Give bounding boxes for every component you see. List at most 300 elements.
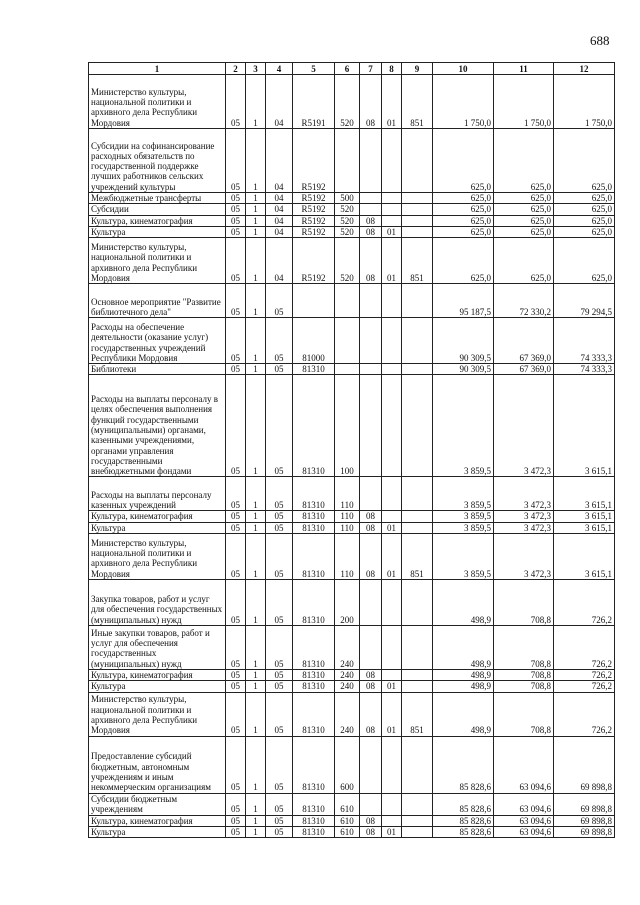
amount-cell: 3 615,1 [554, 375, 615, 477]
code-cell [335, 318, 360, 364]
row-name: Расходы на обеспечение деятельности (оказание услуг) государственных учреждений Республики Мордовия [89, 318, 226, 364]
code-cell: 81310 [293, 681, 335, 692]
amount-cell: 69 898,8 [554, 815, 615, 826]
code-cell: 520 [335, 204, 360, 215]
code-cell: 08 [360, 534, 382, 580]
code-cell: 08 [360, 522, 382, 533]
amount-cell: 498,9 [433, 580, 494, 626]
code-cell [382, 477, 402, 511]
table-body [89, 75, 615, 838]
code-cell: 851 [402, 75, 433, 129]
code-cell [382, 736, 402, 793]
amount-cell: 726,2 [554, 692, 615, 736]
header-cell: 7 [360, 63, 382, 75]
code-cell: 1 [246, 736, 266, 793]
amount-cell: 625,0 [433, 215, 494, 226]
code-cell [335, 129, 360, 193]
code-cell: 08 [360, 215, 382, 226]
code-cell: 05 [266, 670, 293, 681]
amount-cell: 95 187,5 [433, 284, 494, 318]
code-cell: 05 [266, 626, 293, 670]
amount-cell: 3 859,5 [433, 375, 494, 477]
code-cell: R5191 [293, 75, 335, 129]
code-cell [382, 204, 402, 215]
table-row [89, 793, 615, 815]
row-name: Основное мероприятие "Развитие библиотечного дела" [89, 284, 226, 318]
row-name: Расходы на выплаты персоналу казенных учреждений [89, 477, 226, 511]
code-cell: 851 [402, 238, 433, 284]
code-cell: 05 [266, 580, 293, 626]
amount-cell: 3 859,5 [433, 477, 494, 511]
code-cell [382, 129, 402, 193]
code-cell: 1 [246, 75, 266, 129]
code-cell: 01 [382, 826, 402, 837]
code-cell: 200 [335, 580, 360, 626]
code-cell [382, 670, 402, 681]
code-cell: R5192 [293, 215, 335, 226]
code-cell: 01 [382, 681, 402, 692]
table-row [89, 75, 615, 129]
code-cell [402, 364, 433, 375]
code-cell: 110 [335, 522, 360, 533]
code-cell: 05 [226, 364, 246, 375]
code-cell [382, 626, 402, 670]
table-row [89, 626, 615, 670]
code-cell: 05 [266, 736, 293, 793]
code-cell: 05 [266, 511, 293, 522]
code-cell [335, 284, 360, 318]
code-cell [382, 215, 402, 226]
row-name: Культура, кинематография [89, 670, 226, 681]
amount-cell: 625,0 [554, 238, 615, 284]
table-row [89, 692, 615, 736]
code-cell: R5192 [293, 129, 335, 193]
amount-cell: 85 828,6 [433, 793, 494, 815]
code-cell: 81310 [293, 477, 335, 511]
code-cell: 05 [226, 522, 246, 533]
amount-cell: 3 859,5 [433, 511, 494, 522]
code-cell [382, 375, 402, 477]
code-cell [360, 284, 382, 318]
table-row [89, 736, 615, 793]
code-cell: 81310 [293, 815, 335, 826]
code-cell: 08 [360, 75, 382, 129]
amount-cell: 708,8 [494, 626, 554, 670]
row-name: Культура, кинематография [89, 815, 226, 826]
code-cell: 1 [246, 670, 266, 681]
code-cell: 100 [335, 375, 360, 477]
row-name: Культура [89, 681, 226, 692]
code-cell: 1 [246, 364, 266, 375]
amount-cell: 67 369,0 [494, 318, 554, 364]
amount-cell: 69 898,8 [554, 736, 615, 793]
code-cell: 110 [335, 534, 360, 580]
code-cell: 1 [246, 129, 266, 193]
amount-cell: 3 472,3 [494, 522, 554, 533]
amount-cell: 85 828,6 [433, 826, 494, 837]
code-cell: 1 [246, 215, 266, 226]
amount-cell: 85 828,6 [433, 815, 494, 826]
code-cell: 08 [360, 238, 382, 284]
code-cell: 81310 [293, 364, 335, 375]
code-cell: 05 [226, 477, 246, 511]
amount-cell: 74 333,3 [554, 364, 615, 375]
code-cell: 05 [226, 681, 246, 692]
row-name: Субсидии [89, 204, 226, 215]
row-name: Министерство культуры, национальной политики и архивного дела Республики Мордовия [89, 238, 226, 284]
code-cell: 81310 [293, 511, 335, 522]
code-cell: 1 [246, 580, 266, 626]
amount-cell: 63 094,6 [494, 826, 554, 837]
header-cell: 3 [246, 63, 266, 75]
code-cell: 08 [360, 815, 382, 826]
code-cell: 05 [226, 670, 246, 681]
amount-cell: 625,0 [494, 238, 554, 284]
amount-cell: 74 333,3 [554, 318, 615, 364]
amount-cell: 63 094,6 [494, 793, 554, 815]
code-cell [293, 284, 335, 318]
amount-cell: 625,0 [554, 215, 615, 226]
amount-cell: 708,8 [494, 580, 554, 626]
amount-cell: 625,0 [433, 129, 494, 193]
code-cell: 1 [246, 318, 266, 364]
code-cell [360, 477, 382, 511]
amount-cell: 708,8 [494, 692, 554, 736]
code-cell: 1 [246, 793, 266, 815]
code-cell: 08 [360, 692, 382, 736]
table-row [89, 238, 615, 284]
amount-cell: 3 615,1 [554, 477, 615, 511]
code-cell [360, 204, 382, 215]
code-cell: 08 [360, 226, 382, 237]
amount-cell: 726,2 [554, 626, 615, 670]
row-name: Библиотеки [89, 364, 226, 375]
amount-cell: 625,0 [494, 193, 554, 204]
code-cell: 01 [382, 692, 402, 736]
code-cell: 1 [246, 534, 266, 580]
amount-cell: 79 294,5 [554, 284, 615, 318]
code-cell [402, 626, 433, 670]
header-cell: 11 [494, 63, 554, 75]
code-cell: 1 [246, 477, 266, 511]
code-cell [402, 226, 433, 237]
row-name: Культура [89, 826, 226, 837]
code-cell: 520 [335, 238, 360, 284]
code-cell: 05 [226, 193, 246, 204]
code-cell: 81310 [293, 375, 335, 477]
row-name: Субсидии бюджетным учреждениям [89, 793, 226, 815]
amount-cell: 63 094,6 [494, 736, 554, 793]
amount-cell: 1 750,0 [433, 75, 494, 129]
code-cell: 04 [266, 129, 293, 193]
code-cell: 04 [266, 75, 293, 129]
code-cell [360, 364, 382, 375]
code-cell: 05 [266, 284, 293, 318]
code-cell: 04 [266, 226, 293, 237]
amount-cell: 498,9 [433, 670, 494, 681]
code-cell: 05 [226, 534, 246, 580]
code-cell: 05 [266, 477, 293, 511]
code-cell: 1 [246, 238, 266, 284]
table-row [89, 226, 615, 237]
amount-cell: 625,0 [433, 238, 494, 284]
amount-cell: 498,9 [433, 692, 494, 736]
code-cell [382, 580, 402, 626]
code-cell: 81310 [293, 692, 335, 736]
code-cell [402, 511, 433, 522]
code-cell: 1 [246, 511, 266, 522]
code-cell: R5192 [293, 238, 335, 284]
amount-cell: 625,0 [554, 204, 615, 215]
row-name: Культура, кинематография [89, 215, 226, 226]
code-cell [382, 793, 402, 815]
code-cell: 1 [246, 815, 266, 826]
header-row [89, 63, 615, 75]
table-row [89, 511, 615, 522]
code-cell: 05 [266, 364, 293, 375]
code-cell: 1 [246, 681, 266, 692]
code-cell: 81310 [293, 826, 335, 837]
code-cell [360, 129, 382, 193]
amount-cell: 625,0 [554, 226, 615, 237]
code-cell: 1 [246, 226, 266, 237]
amount-cell: 708,8 [494, 681, 554, 692]
code-cell: 240 [335, 670, 360, 681]
row-name: Субсидии на софинансирование расходных обязательств по государственной поддержке лучших работников сельских учреждений культуры [89, 129, 226, 193]
code-cell: 04 [266, 238, 293, 284]
code-cell: 851 [402, 692, 433, 736]
amount-cell: 3 472,3 [494, 375, 554, 477]
code-cell [402, 826, 433, 837]
code-cell: 520 [335, 226, 360, 237]
table-row [89, 129, 615, 193]
code-cell: 610 [335, 826, 360, 837]
code-cell: 01 [382, 522, 402, 533]
code-cell: 05 [266, 793, 293, 815]
code-cell: 600 [335, 736, 360, 793]
amount-cell: 3 615,1 [554, 511, 615, 522]
code-cell [382, 511, 402, 522]
table-row [89, 477, 615, 511]
table-row [89, 681, 615, 692]
code-cell [360, 193, 382, 204]
code-cell: 01 [382, 534, 402, 580]
code-cell: 110 [335, 511, 360, 522]
amount-cell: 498,9 [433, 626, 494, 670]
code-cell: 05 [226, 736, 246, 793]
table-row [89, 580, 615, 626]
code-cell [402, 681, 433, 692]
code-cell: R5192 [293, 226, 335, 237]
code-cell [382, 193, 402, 204]
row-name: Иные закупки товаров, работ и услуг для обеспечения государственных (муниципальных) нужд [89, 626, 226, 670]
code-cell: 1 [246, 626, 266, 670]
code-cell: 05 [266, 692, 293, 736]
amount-cell: 498,9 [433, 681, 494, 692]
amount-cell: 625,0 [554, 193, 615, 204]
code-cell: 1 [246, 826, 266, 837]
table-row [89, 215, 615, 226]
code-cell: 04 [266, 204, 293, 215]
table-row [89, 193, 615, 204]
amount-cell: 708,8 [494, 670, 554, 681]
code-cell: 05 [226, 284, 246, 318]
code-cell: 05 [226, 511, 246, 522]
row-name: Культура [89, 522, 226, 533]
code-cell: 81310 [293, 736, 335, 793]
code-cell: 05 [266, 681, 293, 692]
code-cell: 05 [226, 580, 246, 626]
code-cell [402, 375, 433, 477]
code-cell [360, 793, 382, 815]
code-cell: 1 [246, 204, 266, 215]
row-name: Расходы на выплаты персоналу в целях обеспечения выполнения функций государственными (муниципальными) органами, казенными учреждениями, органами управления государственными внебюджетными фондами [89, 375, 226, 477]
amount-cell: 1 750,0 [494, 75, 554, 129]
code-cell: 05 [226, 826, 246, 837]
code-cell [402, 522, 433, 533]
table-row [89, 204, 615, 215]
code-cell: 1 [246, 284, 266, 318]
code-cell: 05 [226, 815, 246, 826]
amount-cell: 3 615,1 [554, 534, 615, 580]
table-row [89, 534, 615, 580]
amount-cell: 3 615,1 [554, 522, 615, 533]
table-row [89, 826, 615, 837]
amount-cell: 1 750,0 [554, 75, 615, 129]
amount-cell: 625,0 [433, 204, 494, 215]
table-row [89, 670, 615, 681]
row-name: Министерство культуры, национальной политики и архивного дела Республики Мордовия [89, 75, 226, 129]
header-cell: 1 [89, 63, 226, 75]
amount-cell: 625,0 [433, 193, 494, 204]
budget-table [88, 62, 615, 838]
code-cell: 240 [335, 681, 360, 692]
amount-cell: 726,2 [554, 670, 615, 681]
table-row [89, 364, 615, 375]
table-row [89, 522, 615, 533]
code-cell [402, 815, 433, 826]
code-cell: 520 [335, 75, 360, 129]
amount-cell: 3 472,3 [494, 477, 554, 511]
amount-cell: 625,0 [494, 204, 554, 215]
row-name: Предоставление субсидий бюджетным, автономным учреждениям и иным некоммерческим организациям [89, 736, 226, 793]
code-cell: 05 [266, 318, 293, 364]
table-row [89, 318, 615, 364]
code-cell: 05 [226, 626, 246, 670]
code-cell: 520 [335, 215, 360, 226]
code-cell: 1 [246, 375, 266, 477]
code-cell: 01 [382, 75, 402, 129]
row-name: Культура, кинематография [89, 511, 226, 522]
row-name: Министерство культуры, национальной политики и архивного дела Республики Мордовия [89, 534, 226, 580]
code-cell: 05 [226, 793, 246, 815]
code-cell: 81310 [293, 580, 335, 626]
code-cell: 05 [226, 238, 246, 284]
amount-cell: 726,2 [554, 580, 615, 626]
code-cell [360, 318, 382, 364]
amount-cell: 625,0 [494, 129, 554, 193]
code-cell [360, 580, 382, 626]
code-cell [402, 204, 433, 215]
header-cell: 9 [402, 63, 433, 75]
code-cell: 05 [266, 815, 293, 826]
code-cell [402, 284, 433, 318]
amount-cell: 90 309,5 [433, 364, 494, 375]
code-cell: 08 [360, 511, 382, 522]
header-cell: 6 [335, 63, 360, 75]
row-name: Культура [89, 226, 226, 237]
code-cell [382, 364, 402, 375]
code-cell: 81310 [293, 534, 335, 580]
code-cell [360, 736, 382, 793]
code-cell: 04 [266, 193, 293, 204]
code-cell: 851 [402, 534, 433, 580]
amount-cell: 72 330,2 [494, 284, 554, 318]
code-cell: 05 [226, 129, 246, 193]
row-name: Межбюджетные трансферты [89, 193, 226, 204]
code-cell: 05 [226, 204, 246, 215]
code-cell: R5192 [293, 193, 335, 204]
row-name: Закупка товаров, работ и услуг для обеспечения государственных (муниципальных) нужд [89, 580, 226, 626]
code-cell [402, 129, 433, 193]
amount-cell: 3 859,5 [433, 534, 494, 580]
code-cell: 05 [226, 226, 246, 237]
code-cell [360, 375, 382, 477]
code-cell: 1 [246, 692, 266, 736]
code-cell [402, 193, 433, 204]
code-cell: 240 [335, 626, 360, 670]
code-cell: 240 [335, 692, 360, 736]
header-cell: 8 [382, 63, 402, 75]
code-cell: R5192 [293, 204, 335, 215]
header-cell: 2 [226, 63, 246, 75]
amount-cell: 625,0 [554, 129, 615, 193]
code-cell [402, 670, 433, 681]
amount-cell: 726,2 [554, 681, 615, 692]
code-cell [382, 815, 402, 826]
code-cell: 05 [266, 375, 293, 477]
header-cell: 5 [293, 63, 335, 75]
code-cell [382, 318, 402, 364]
code-cell: 08 [360, 681, 382, 692]
table-row [89, 284, 615, 318]
code-cell: 01 [382, 226, 402, 237]
code-cell [402, 736, 433, 793]
code-cell: 05 [266, 826, 293, 837]
amount-cell: 3 472,3 [494, 511, 554, 522]
code-cell: 05 [226, 692, 246, 736]
amount-cell: 90 309,5 [433, 318, 494, 364]
code-cell: 04 [266, 215, 293, 226]
code-cell [402, 793, 433, 815]
code-cell: 610 [335, 793, 360, 815]
header-cell: 4 [266, 63, 293, 75]
amount-cell: 3 859,5 [433, 522, 494, 533]
code-cell: 05 [226, 375, 246, 477]
code-cell: 500 [335, 193, 360, 204]
code-cell: 05 [266, 522, 293, 533]
code-cell: 610 [335, 815, 360, 826]
code-cell [382, 284, 402, 318]
code-cell: 81310 [293, 670, 335, 681]
code-cell: 05 [266, 534, 293, 580]
code-cell [335, 364, 360, 375]
code-cell [360, 626, 382, 670]
table-row [89, 815, 615, 826]
table-row [89, 375, 615, 477]
code-cell: 08 [360, 826, 382, 837]
amount-cell: 85 828,6 [433, 736, 494, 793]
